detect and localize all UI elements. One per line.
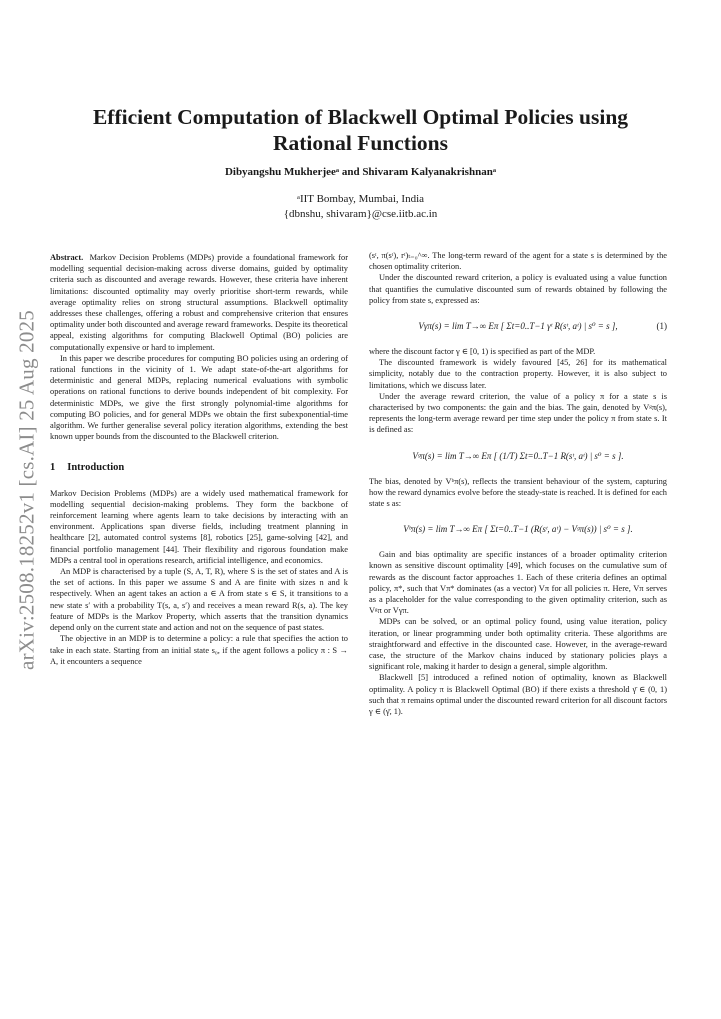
- section-heading-introduction: [50, 462, 348, 473]
- blackwell-paragraph: Blackwell [5] introduced a refined notion of optimality, known as Blackwell optimality. A policy π is Blackwell Optimal (BO) if there exists a threshold γ̄ ∈ (0, 1) such that π remains optimal under the discounted reward criterion for all discount factors γ ∈ (γ̄, 1).: [369, 673, 667, 717]
- intro-paragraph-2: An MDP is characterised by a tuple (S, A, T, R), where S is the set of states and A is the set of actions. In this paper we assume S and A are finite with sizes n and k respectively. When an agent takes an action a ∈ A from state s ∈ S, it transitions to a new state s′ with a probability T(s, a, s′) and receives a mean reward R(s, a). The key feature of MDPs is the Markov Property, which asserts that the transition dynamics depend only on the current state and action and not on the sequence of past states.: [50, 567, 348, 633]
- intro-paragraph-3: The objective in an MDP is to determine a policy: a rule that specifies the action to take in each state. Starting from an initial state s₀, if the agent follows a policy π : S → A, it encounters a sequence: [50, 634, 348, 666]
- arxiv-identifier-stamp: [6, 300, 48, 680]
- equation-gain-body: Vᵍπ(s) = lim T→∞ Eπ [ (1/T) Σt=0..T−1 R(sᵗ, aᵗ) | s⁰ = s ].: [412, 450, 624, 461]
- right-column: [369, 250, 667, 717]
- author-email: {dbnshu, shivaram}@cse.iitb.ac.in: [283, 208, 438, 220]
- abstract-label: Abstract.: [50, 253, 84, 262]
- abstract-paragraph: [50, 252, 348, 353]
- paper-authors: Dibyangshu Mukherjeeᵃ and Shivaram Kalyanakrishnanᵃ: [224, 166, 497, 178]
- abstract-paragraph-2: In this paper we describe procedures for computing BO policies using an ordering of rational functions in the vicinity of 1. We adapt state-of-the-art algorithms for deterministic and general MDPs, replacing numerical evaluations with symbolic operations on rational functions to derive bounds independent of bit complexity. For deterministic MDPs, we give the first strongly polynomial-time algorithms for computing BO policies, and for general MDPs we obtain the first subexponential-time algorithm. We further generalise several policy iteration algorithms, extending the best known upper bounds from the discounted to the Blackwell criterion.: [50, 353, 348, 442]
- equation-bias: [369, 515, 667, 543]
- left-column: [50, 252, 348, 667]
- arxiv-identifier-text: arXiv:2508.18252v1 [cs.AI] 25 Aug 2025: [14, 310, 39, 670]
- affiliation-block: [60, 192, 661, 222]
- equation-1-number: (1): [656, 321, 667, 332]
- discount-factor-paragraph: where the discount factor γ ∈ [0, 1) is specified as part of the MDP.: [369, 347, 596, 357]
- discounted-framework-paragraph: The discounted framework is widely favoured [45, 26] for its mathematical simplicity, notably due to the contraction property. However, it is also subject to limitations, which we discuss later.: [369, 358, 667, 390]
- sensitive-discount-paragraph: Gain and bias optimality are specific instances of a broader optimality criterion known as sensitive discount optimality [49], which focuses on the cumulative sum of rewards as the discount factor approaches 1. Each of these criteria defines an optimal policy, π*, such that Vπ* dominates (as a vector) Vπ for all policies π. Here, Vπ serves as a placeholder for the value corresponding to the given optimality criterion, such as Vᵍπ or Vγπ.: [369, 550, 667, 616]
- bias-paragraph: The bias, denoted by Vᵇπ(s), reflects the transient behaviour of the system, capturing how the reward dynamics evolve before the steady-state is reached. It is defined for each state s as:: [369, 476, 667, 509]
- equation-bias-body: Vᵇπ(s) = lim T→∞ Eπ [ Σt=0..T−1 (R(sᵗ, aᵗ) − Vᵍπ(s)) | s⁰ = s ].: [403, 524, 633, 535]
- solution-methods-paragraph: MDPs can be solved, or an optimal policy found, using value iteration, policy iteration, or linear programming under both optimality criteria. These algorithms are straightforward and effective in the discounted case. However, in the average-reward case, the structure of the Markov chains induced by stationary policies plays a significant role, making it harder to design a general, simple algorithm.: [369, 617, 667, 672]
- abstract-text: Markov Decision Problems (MDPs) provide a foundational framework for modelling sequential decision-making across diverse domains, guided by optimality criteria such as discounted and average rewards. However, these criteria have inherent limitations: discounted optimality may overly prioritise short-term rewards, while average optimality relies on strong structural assumptions. Blackwell optimality addresses these challenges, offering a robust and comprehensive criterion that ensures optimality under both discounted and average reward frameworks. Despite its theoretical appeal, existing algorithms for computing Blackwell Optimal (BO) policies are computationally expensive or hard to implement.: [50, 253, 348, 352]
- average-criterion-paragraph: Under the average reward criterion, the value of a policy π for a state s is characterised by two components: the gain and the bias. The gain, denoted by Vᵍπ(s), represents the long-term average reward per time step under the policy π from state s. It is defined as:: [369, 391, 667, 435]
- trajectory-paragraph: (sᵗ, π(sᵗ), rᵗ)ₜ₌₀^∞. The long-term reward of the agent for a state s is determined by the chosen optimality criterion.: [369, 251, 667, 272]
- discounted-criterion-paragraph: Under the discounted reward criterion, a policy is evaluated using a value function that quantifies the cumulative discounted sum of rewards obtained by following the policy from state s, expressed as:: [369, 273, 667, 305]
- section-number: 1: [50, 462, 56, 474]
- affiliation: ᵃIIT Bombay, Mumbai, India: [296, 193, 425, 205]
- equation-gain: [369, 442, 667, 470]
- section-title: Introduction: [67, 462, 125, 474]
- equation-1-body: Vγπ(s) = lim T→∞ Eπ [ Σt=0..T−1 γᵗ R(sᵗ, aᵗ) | s⁰ = s ],: [418, 321, 618, 332]
- equation-1: [369, 312, 667, 340]
- intro-paragraph-1: Markov Decision Problems (MDPs) are a widely used mathematical framework for modelling sequential decision-making problems. They form the backbone of reinforcement learning where agents learn to take decisions by interacting with an environment. Applications span diverse fields, including treatment planning in healthcare [2], automated control systems [8], robotics [25], game-solving [42], and financial portfolio management [44]. Their flexibility and rigorous foundation make MDPs a central tool in operations research, artificial intelligence, and economics.: [50, 488, 348, 565]
- paper-title: Efficient Computation of Blackwell Optimal Policies using Rational Functions: [92, 105, 629, 155]
